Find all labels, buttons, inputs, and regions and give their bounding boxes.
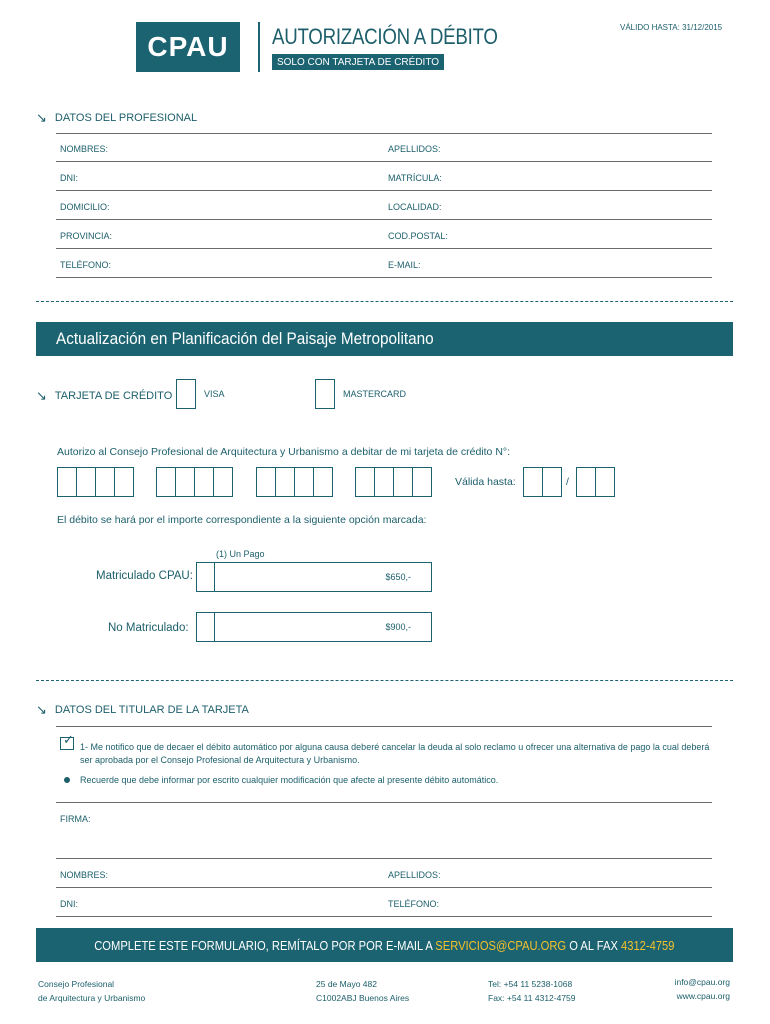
matriculado-price: $650,- <box>385 572 411 582</box>
option-label: (1) Un Pago <box>216 549 265 559</box>
footer-fax: Fax: +54 11 4312-4759 <box>488 993 576 1003</box>
note-1-cont: ser aprobada por el Consejo Profesional de Arquitectura y Urbanismo. <box>80 755 360 765</box>
no-matriculado-checkbox[interactable] <box>197 613 215 641</box>
dni-label: DNI: <box>60 173 78 183</box>
matricula-label: MATRÍCULA: <box>388 173 442 183</box>
page-subtitle: SOLO CON TARJETA DE CRÉDITO <box>272 54 444 70</box>
telefono-field[interactable] <box>56 277 712 278</box>
footer-web-link[interactable]: www.cpau.org <box>676 991 730 1001</box>
footer-cta <box>36 928 733 962</box>
holder-apellidos-label: APELLIDOS: <box>388 870 441 880</box>
card-digit-box[interactable] <box>355 467 375 497</box>
card-digit-box[interactable] <box>294 467 314 497</box>
authorize-text: Autorizo al Consejo Profesional de Arquitectura y Urbanismo a debitar de mi tarjeta de crédito N°: <box>57 446 511 458</box>
card-digit-box[interactable] <box>374 467 394 497</box>
card-digit-box[interactable] <box>156 467 176 497</box>
expiry-year[interactable] <box>576 467 615 497</box>
divider <box>56 726 712 727</box>
holder-telefono-label: TELÉFONO: <box>388 899 440 909</box>
org-line-2: de Arquitectura y Urbanismo <box>38 993 146 1003</box>
visa-label: VISA <box>204 389 225 399</box>
page-title: AUTORIZACIÓN A DÉBITO <box>272 24 498 49</box>
no-matriculado-label: No Matriculado: <box>108 622 189 634</box>
header-divider <box>258 22 260 72</box>
professional-section-title: DATOS DEL PROFESIONAL <box>54 111 198 124</box>
holder-dni-label: DNI: <box>60 899 78 909</box>
expiry-separator: / <box>566 476 569 488</box>
cta-fax: 4312-4759 <box>621 937 675 953</box>
firma-label: FIRMA: <box>60 814 91 824</box>
card-number-group-3[interactable] <box>256 467 333 497</box>
mastercard-checkbox[interactable] <box>315 379 335 409</box>
provincia-field[interactable] <box>56 248 712 249</box>
card-digit-box[interactable] <box>194 467 214 497</box>
footer-mail-link[interactable]: info@cpau.org <box>674 977 730 987</box>
card-number-group-4[interactable] <box>355 467 432 497</box>
dni-field[interactable] <box>56 190 712 191</box>
expiry-month[interactable] <box>523 467 562 497</box>
bullet-icon <box>64 777 70 783</box>
footer-address <box>316 977 409 1005</box>
card-section-title: TARJETA DE CRÉDITO <box>54 389 173 402</box>
card-digit-box[interactable] <box>256 467 276 497</box>
card-digit-box[interactable] <box>175 467 195 497</box>
apellidos-label: APELLIDOS: <box>388 144 441 154</box>
check-icon: ✓ <box>60 737 74 750</box>
dashed-divider <box>36 680 733 681</box>
firma-field[interactable] <box>56 858 712 859</box>
matriculado-checkbox[interactable] <box>197 563 215 591</box>
card-digit-box[interactable] <box>412 467 432 497</box>
card-digit-box[interactable] <box>213 467 233 497</box>
course-title: Actualización en Planificación del Paisaje Metropolitano <box>56 329 434 348</box>
valid-until-label: Válida hasta: <box>455 476 516 488</box>
card-number-group-1[interactable] <box>57 467 134 497</box>
domicilio-field[interactable] <box>56 219 712 220</box>
valid-until: VÁLIDO HASTA: 31/12/2015 <box>620 23 723 32</box>
localidad-label: LOCALIDAD: <box>388 202 442 212</box>
visa-checkbox[interactable] <box>176 379 196 409</box>
footer-contact <box>675 975 730 1003</box>
course-banner <box>36 322 733 356</box>
holder-section-header <box>36 703 249 716</box>
expiry-digit-box[interactable] <box>542 467 562 497</box>
expiry-digit-box[interactable] <box>523 467 543 497</box>
arrow-down-right-icon: ↘ <box>36 388 47 403</box>
card-digit-box[interactable] <box>95 467 115 497</box>
card-digit-box[interactable] <box>76 467 96 497</box>
footer-org <box>38 977 145 1005</box>
cta-email-link[interactable]: SERVICIOS@CPAU.ORG <box>435 937 567 953</box>
card-digit-box[interactable] <box>393 467 413 497</box>
cod-postal-label: COD.POSTAL: <box>388 231 448 241</box>
divider <box>56 133 712 134</box>
logo-text: CPAU <box>147 31 229 62</box>
card-section-header <box>36 389 172 402</box>
provincia-label: PROVINCIA: <box>60 231 113 241</box>
holder-dni-field[interactable] <box>56 916 712 917</box>
matriculado-option[interactable] <box>196 562 432 592</box>
amount-text: El débito se hará por el importe correspondiente a la siguiente opción marcada: <box>57 514 427 526</box>
cta-text-1: COMPLETE ESTE FORMULARIO, REMÍTALO POR POR E-MAIL A <box>94 937 436 953</box>
addr-line-2: C1002ABJ Buenos Aires <box>316 993 410 1003</box>
telefono-label: TELÉFONO: <box>60 260 112 270</box>
holder-nombres-field[interactable] <box>56 887 712 888</box>
mastercard-label: MASTERCARD <box>343 389 407 399</box>
divider <box>56 802 712 803</box>
addr-line-1: 25 de Mayo 482 <box>316 979 377 989</box>
no-matriculado-price: $900,- <box>385 622 411 632</box>
arrow-down-right-icon: ↘ <box>36 702 47 717</box>
cta-text-2: O AL FAX <box>566 937 622 953</box>
card-digit-box[interactable] <box>313 467 333 497</box>
holder-nombres-label: NOMBRES: <box>60 870 109 880</box>
footer-tel: Tel: +54 11 5238-1068 <box>488 979 573 989</box>
professional-section-header <box>36 111 197 124</box>
no-matriculado-option[interactable] <box>196 612 432 642</box>
card-digit-box[interactable] <box>275 467 295 497</box>
footer-phones <box>488 977 576 1005</box>
email-label: E-MAIL: <box>388 260 421 270</box>
card-digit-box[interactable] <box>114 467 134 497</box>
org-line-1: Consejo Profesional <box>38 979 115 989</box>
expiry-digit-box[interactable] <box>576 467 596 497</box>
expiry-digit-box[interactable] <box>595 467 615 497</box>
cpau-logo <box>136 22 240 72</box>
dashed-divider <box>36 301 733 302</box>
note-1: 1- Me notifico que de decaer el débito automático por alguna causa deberé cancelar la deuda al solo reclamo u ofrecer una alternativa de pago la cual deberá <box>80 742 710 752</box>
arrow-down-right-icon: ↘ <box>36 110 47 125</box>
nombres-label: NOMBRES: <box>60 144 109 154</box>
note-2: Recuerde que debe informar por escrito cualquier modificación que afecte al presente débito automático. <box>80 775 499 785</box>
nombres-field[interactable] <box>56 161 712 162</box>
matriculado-label: Matriculado CPAU: <box>96 570 193 582</box>
holder-section-title: DATOS DEL TITULAR DE LA TARJETA <box>54 703 249 716</box>
domicilio-label: DOMICILIO: <box>60 202 110 212</box>
card-number-group-2[interactable] <box>156 467 233 497</box>
card-digit-box[interactable] <box>57 467 77 497</box>
